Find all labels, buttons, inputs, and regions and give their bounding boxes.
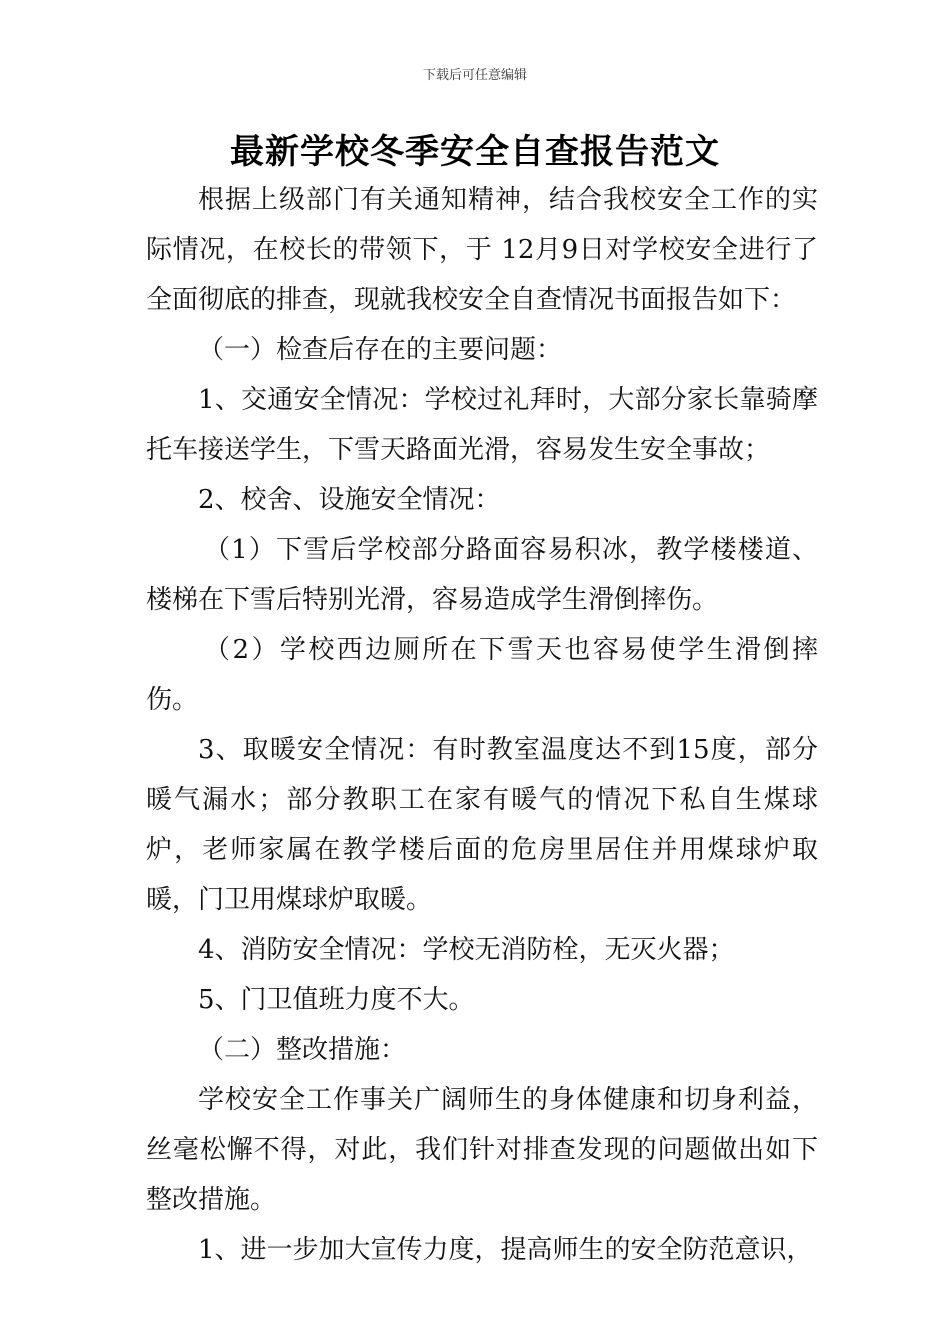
measure-item-1: 1、进一步加大宣传力度，提高师生的安全防范意识， xyxy=(198,1235,813,1265)
item-fire-safety: 4、消防安全情况：学校无消防栓，无灭火器； xyxy=(198,935,735,965)
item-traffic-safety: 1、交通安全情况：学校过礼拜时，大部分家长靠骑摩托车接送学生，下雪天路面光滑，容易发生安全事故； xyxy=(146,385,818,465)
section-heading-problems: （一）检查后存在的主要问题： xyxy=(198,335,563,365)
subitem-icy-roads: （1）下雪后学校部分路面容易积冰，教学楼楼道、楼梯在下雪后特别光滑，容易造成学生滑倒摔伤。 xyxy=(146,535,818,615)
page-header: 下载后可任意编辑 xyxy=(422,68,527,83)
item-building-safety: 2、校舍、设施安全情况： xyxy=(198,485,501,515)
measures-intro-paragraph: 学校安全工作事关广阔师生的身体健康和切身利益，丝毫松懈不得，对此，我们针对排查发现的问题做出如下整改措施。 xyxy=(146,1085,818,1215)
section-heading-measures: （二）整改措施： xyxy=(198,1035,407,1065)
item-heating-safety: 3、取暖安全情况：有时教室温度达不到15度，部分暖气漏水；部分教职工在家有暖气的情况下私自生煤球炉，老师家属在教学楼后面的危房里居住并用煤球炉取暖，门卫用煤球炉取暖。 xyxy=(146,735,818,915)
document-body xyxy=(146,175,818,1275)
item-gatekeeper: 5、门卫值班力度不大。 xyxy=(198,985,475,1015)
document-title: 最新学校冬季安全自查报告范文 xyxy=(230,132,720,172)
intro-paragraph: 根据上级部门有关通知精神，结合我校安全工作的实际情况，在校长的带领下，于 12月9日对学校安全进行了全面彻底的排查，现就我校安全自查情况书面报告如下： xyxy=(146,185,818,315)
subitem-west-toilet: （2）学校西边厕所在下雪天也容易使学生滑倒摔伤。 xyxy=(146,635,818,715)
